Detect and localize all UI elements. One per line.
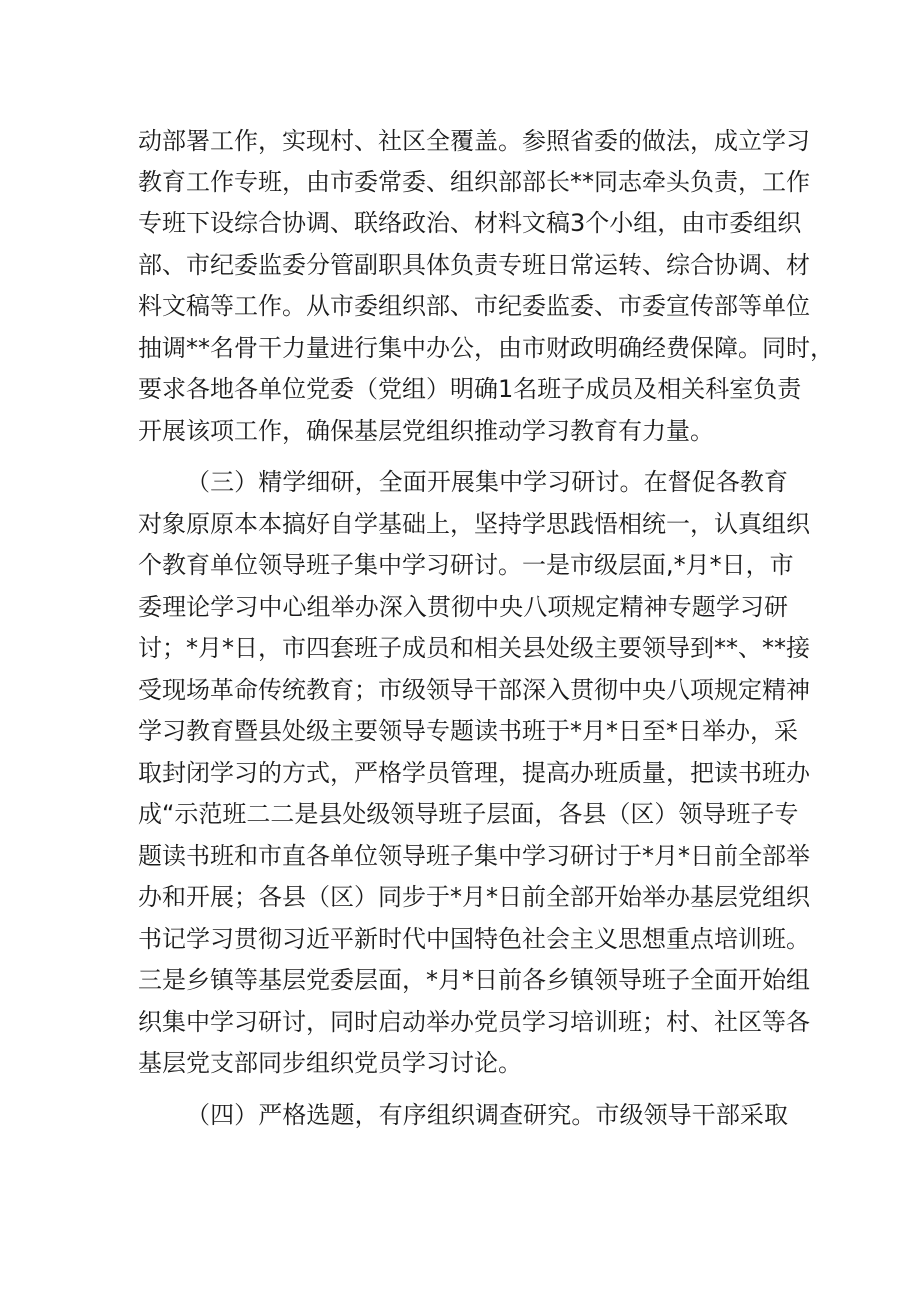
paragraph-line: 办和开展；各县（区）同步于*月*日前全部开始举办基层党组织 [138,883,810,911]
paragraph-line: 织集中学习研讨，同时启动举办党员学习培训班；村、社区等各 [138,1008,810,1036]
paragraph-line: 基层党支部同步组织党员学习讨论。 [138,1049,522,1077]
paragraph-line: 学习教育暨县处级主要领导专题读书班于*月*日至*日举办，采 [138,717,798,745]
paragraph-line: 委理论学习中心组举办深入贯彻中央八项规定精神专题学习研 [138,593,788,621]
paragraph-line: 料文稿等工作。从市委组织部、市纪委监委、市委宣传部等单位 [138,292,810,320]
paragraph-line: 教育工作专班，由市委常委、组织部部长**同志牵头负责，工作 [138,168,810,196]
paragraph-line: 受现场革命传统教育；市级领导干部深入贯彻中央八项规定精神 [138,676,810,704]
paragraph-line: 题读书班和市直各单位领导班子集中学习研讨于*月*日前全部举 [138,842,810,870]
paragraph-line: 动部署工作，实现村、社区全覆盖。参照省委的做法，成立学习 [138,127,810,155]
paragraph-line: 专班下设综合协调、联络政治、材料文稿3个小组，由市委组织 [138,209,802,237]
paragraph-line: 抽调**名骨干力量进行集中办公，由市财政明确经费保障。同时， [138,334,834,362]
paragraph-line: 成“示范班二二是县处级领导班子层面，各县（区）领导班子专 [138,800,799,828]
paragraph-line: 开展该项工作，确保基层党组织推动学习教育有力量。 [138,417,714,445]
section-heading-line: （四）严格选题，有序组织调查研究。市级领导干部采取 [186,1101,788,1129]
paragraph-line: 要求各地各单位党委（党组）明确1名班子成员及相关科室负责 [138,375,802,403]
paragraph-line: 讨；*月*日，市四套班子成员和相关县处级主要领导到**、**接 [138,634,810,662]
paragraph-line: 取封闭学习的方式，严格学员管理，提高办班质量，把读书班办 [138,759,810,787]
paragraph-line: 对象原原本本搞好自学基础上，坚持学思践悟相统一，认真组织 [138,510,810,538]
section-heading-line: （三）精学细研，全面开展集中学习研讨。在督促各教育 [186,468,788,496]
paragraph-line: 个教育单位领导班子集中学习研讨。一是市级层面,*月*日，市 [138,551,794,579]
paragraph-line: 三是乡镇等基层党委层面，*月*日前各乡镇领导班子全面开始组 [138,966,810,994]
paragraph-line: 书记学习贯彻习近平新时代中国特色社会主义思想重点培训班。 [138,925,810,953]
paragraph-line: 部、市纪委监委分管副职具体负责专班日常运转、综合协调、材 [138,251,810,279]
